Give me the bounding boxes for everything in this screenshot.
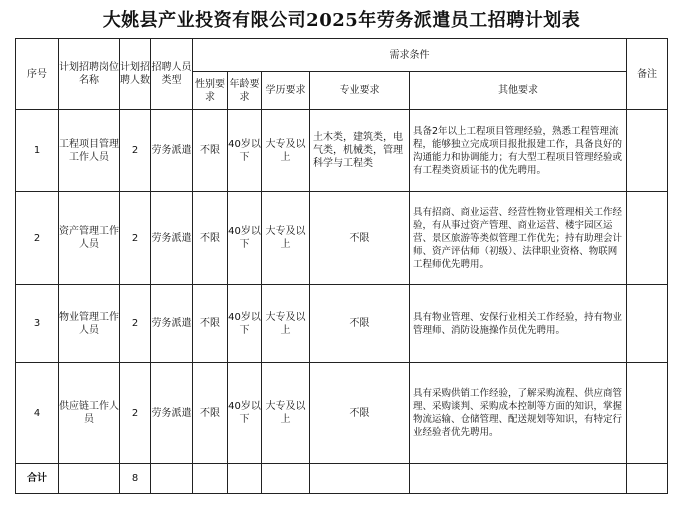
- cell-position: 工程项目管理工作人员: [59, 110, 120, 192]
- cell-count: 2: [120, 110, 151, 192]
- cell-major: 不限: [310, 363, 410, 464]
- cell-gender: 不限: [193, 192, 228, 285]
- cell-position: 供应链工作人员: [59, 363, 120, 464]
- cell-note: [627, 110, 668, 192]
- page-title: 大姚县产业投资有限公司2025年劳务派遣员工招聘计划表: [102, 10, 581, 31]
- cell-age: 40岁以下: [228, 110, 262, 192]
- cell-education: 大专及以上: [262, 110, 310, 192]
- cell-age: 40岁以下: [228, 363, 262, 464]
- cell-type: 劳务派遣: [151, 110, 193, 192]
- cell-seq: 3: [16, 285, 59, 363]
- total-type: [151, 464, 193, 494]
- cell-education: 大专及以上: [262, 363, 310, 464]
- total-row: [16, 464, 668, 494]
- cell-other: 具备2年以上工程项目管理经验，熟悉工程管理流程，能够独立完成项目报批报建工作，具备良好的沟通能力和协调能力；有大型工程项目管理经验或有工程类资质证书的优先聘用。: [410, 110, 627, 192]
- total-education: [262, 464, 310, 494]
- cell-note: [627, 285, 668, 363]
- total-other: [410, 464, 627, 494]
- cell-gender: 不限: [193, 110, 228, 192]
- header-count: 计划招聘人数: [120, 39, 151, 110]
- cell-major: 不限: [310, 285, 410, 363]
- cell-seq: 4: [16, 363, 59, 464]
- recruitment-table: [15, 38, 668, 494]
- cell-education: 大专及以上: [262, 285, 310, 363]
- total-major: [310, 464, 410, 494]
- cell-seq: 1: [16, 110, 59, 192]
- table-row: [16, 192, 668, 285]
- cell-major: 不限: [310, 192, 410, 285]
- cell-count: 2: [120, 285, 151, 363]
- cell-note: [627, 192, 668, 285]
- cell-gender: 不限: [193, 285, 228, 363]
- cell-type: 劳务派遣: [151, 363, 193, 464]
- table-row: [16, 110, 668, 192]
- cell-other: 具有采购供销工作经验，了解采购流程、供应商管理、采购谈判、采购成本控制等方面的知识，掌握物流运输、仓储管理、配送规划等知识，有特定行业经验者优先聘用。: [410, 363, 627, 464]
- cell-type: 劳务派遣: [151, 192, 193, 285]
- cell-count: 2: [120, 363, 151, 464]
- header-major: 专业要求: [310, 72, 410, 110]
- total-gender: [193, 464, 228, 494]
- cell-position: 资产管理工作人员: [59, 192, 120, 285]
- cell-age: 40岁以下: [228, 285, 262, 363]
- total-position: [59, 464, 120, 494]
- cell-seq: 2: [16, 192, 59, 285]
- header-age: 年龄要求: [228, 72, 262, 110]
- header-other: 其他要求: [410, 72, 627, 110]
- header-education: 学历要求: [262, 72, 310, 110]
- cell-education: 大专及以上: [262, 192, 310, 285]
- cell-age: 40岁以下: [228, 192, 262, 285]
- cell-position: 物业管理工作人员: [59, 285, 120, 363]
- cell-other: 具有物业管理、安保行业相关工作经验，持有物业管理师、消防设施操作员优先聘用。: [410, 285, 627, 363]
- cell-type: 劳务派遣: [151, 285, 193, 363]
- cell-gender: 不限: [193, 363, 228, 464]
- cell-other: 具有招商、商业运营、经营性物业管理相关工作经验，有从事过资产管理、商业运营、楼宇园区运营、景区旅游等类似管理工作优先；持有助理会计师、资产评估师（初级）、法律职业资格、物联网工程师优先聘用。: [410, 192, 627, 285]
- table-row: [16, 285, 668, 363]
- header-position: 计划招聘岗位名称: [59, 39, 120, 110]
- header-note: 备注: [627, 39, 668, 110]
- header-row-top: [16, 39, 668, 72]
- header-requirements: 需求条件: [193, 39, 627, 72]
- cell-count: 2: [120, 192, 151, 285]
- header-type: 招聘人员类型: [151, 39, 193, 110]
- header-seq: 序号: [16, 39, 59, 110]
- total-note: [627, 464, 668, 494]
- cell-note: [627, 363, 668, 464]
- total-age: [228, 464, 262, 494]
- header-gender: 性别要求: [193, 72, 228, 110]
- table-row: [16, 363, 668, 464]
- cell-major: 土木类，建筑类，电气类，机械类，管理科学与工程类: [310, 110, 410, 192]
- total-label: 合计: [16, 464, 59, 494]
- total-count: 8: [120, 464, 151, 494]
